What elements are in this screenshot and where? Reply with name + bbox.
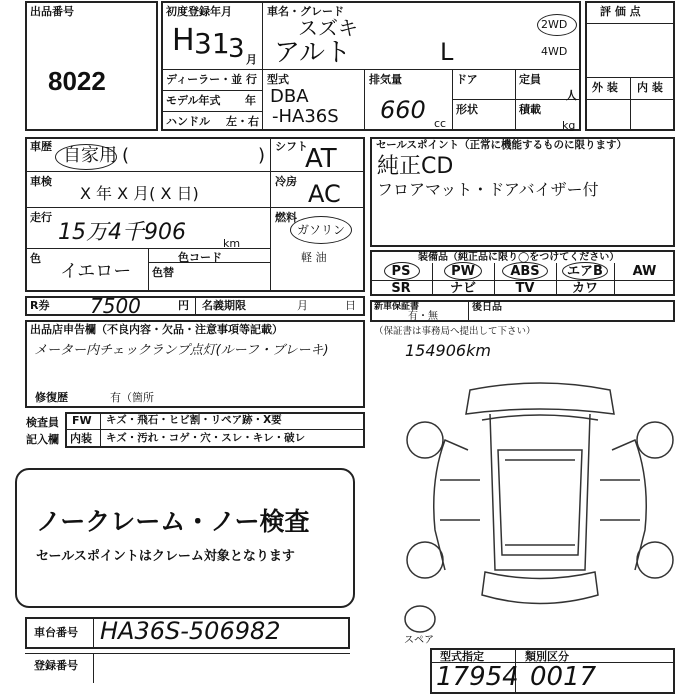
sales-point-line1: 純正CD xyxy=(377,154,454,179)
warranty-value: 有・無 xyxy=(408,311,438,322)
report-text: メーター内チェックランプ点灯(ルーフ・ブレーキ) xyxy=(34,343,329,358)
model-year-unit: 年 xyxy=(245,94,256,107)
fuel-diesel: 軽 油 xyxy=(301,251,327,264)
color-change-label: 色替 xyxy=(152,266,174,279)
shift-value: AT xyxy=(305,144,337,174)
registration-label: 初度登録年月 xyxy=(166,5,232,18)
rating-interior: 内 装 xyxy=(637,81,663,94)
equip-tv: TV xyxy=(515,281,535,296)
model-year-label: モデル年式 xyxy=(166,94,221,107)
inspection-label: 車検 xyxy=(30,175,52,188)
capacity-unit: 人 xyxy=(566,89,577,102)
warranty-after: 後日品 xyxy=(472,302,502,313)
color-code-label: 色コード xyxy=(178,251,222,264)
fuel-value: ガソリン xyxy=(297,223,346,237)
sales-point-line2: フロアマット・ドアバイザー付 xyxy=(377,180,599,199)
specs-label-2: 類別区分 xyxy=(525,650,569,663)
displacement-unit: cc xyxy=(434,117,447,130)
chassis-label: 車台番号 xyxy=(34,626,78,639)
registration-month: 3 xyxy=(228,34,245,64)
car-label: 車名・グレード xyxy=(267,5,344,18)
registration-year: 31 xyxy=(194,27,230,60)
inspector-label-2: 記入欄 xyxy=(26,433,59,446)
chassis-value: HA36S-506982 xyxy=(100,617,281,645)
handle-label: ハンドル xyxy=(166,115,210,128)
lot-number: 8022 xyxy=(48,66,106,96)
history-label: 車歴 xyxy=(30,140,52,153)
repair-value: 有（箇所 xyxy=(110,391,154,404)
equip-abs: ABS xyxy=(510,264,540,279)
displacement-value: 660 xyxy=(380,96,426,124)
term-day: 日 xyxy=(345,299,356,312)
car-grade: L xyxy=(440,38,454,66)
warranty-label: 新車保証書 xyxy=(374,302,420,312)
door-label: ドア xyxy=(456,73,478,86)
door-shape: 形状 xyxy=(456,103,478,116)
drive-2wd: 2WD xyxy=(541,18,568,31)
plate-label: 登録番号 xyxy=(34,659,78,672)
history-value: 自家用 xyxy=(63,145,117,166)
type-line2: -HA36S xyxy=(272,106,339,127)
color-value: イエロー xyxy=(60,261,132,282)
specs-value-2: 0017 xyxy=(530,662,597,692)
registration-month-unit: 月 xyxy=(246,53,257,66)
warranty-note-text: 154906km xyxy=(405,341,491,360)
equip-sr: SR xyxy=(391,281,411,296)
mileage-unit: km xyxy=(223,237,241,250)
displacement-label: 排気量 xyxy=(369,73,402,86)
inspector-row1-key: FW xyxy=(72,414,92,427)
ac-label: 冷房 xyxy=(275,175,297,188)
noclaim-panel xyxy=(15,468,355,608)
recycle-unit: 円 xyxy=(178,299,189,312)
type-label: 型式 xyxy=(267,73,289,86)
mileage-label: 走行 xyxy=(30,211,52,224)
recycle-value: 7500 xyxy=(90,294,141,318)
term-label: 名義期限 xyxy=(202,299,246,312)
drive-4wd: 4WD xyxy=(541,45,568,58)
equip-navi: ナビ xyxy=(449,281,476,296)
fuel-label: 燃料 xyxy=(275,211,297,224)
lot-label: 出品番号 xyxy=(30,5,74,18)
repair-label: 修復歴 xyxy=(35,391,68,404)
inspection-value: X 年 X 月( X 日) xyxy=(80,184,199,203)
color-label: 色 xyxy=(30,252,41,265)
load-unit: kg xyxy=(562,119,576,132)
inspector-row2-key: 内装 xyxy=(70,432,92,445)
handle-value: 左・右 xyxy=(226,115,259,128)
equip-airbag: エアB xyxy=(567,264,603,279)
equip-aw: AW xyxy=(632,264,657,279)
equipment-label: 装備品（純正品に限り◯をつけてください） xyxy=(418,252,620,263)
recycle-label: R券 xyxy=(30,299,50,312)
specs-value-1: 17954 xyxy=(436,662,519,692)
shift-label: シフト xyxy=(275,140,308,153)
inspector-row2-text: キズ・汚れ・コゲ・穴・スレ・キレ・破レ xyxy=(106,432,306,444)
report-label: 出品店申告欄（不良内容・欠品・注意事項等記載） xyxy=(30,323,283,336)
spare-label: スペア xyxy=(404,635,434,646)
ac-value: AC xyxy=(308,180,341,208)
registration-era: H xyxy=(172,23,195,58)
history-paren-close: ) xyxy=(258,145,266,166)
noclaim-title: ノークレーム・ノー検査 xyxy=(36,507,310,536)
mileage-value: 15万4千906 xyxy=(58,220,186,245)
term-month: 月 xyxy=(297,299,308,312)
equip-pw: PW xyxy=(451,264,475,279)
rating-label: 評 価 点 xyxy=(600,5,641,18)
sales-point-label: セールスポイント（正常に機能するものに限ります） xyxy=(376,139,628,151)
rating-exterior: 外 装 xyxy=(592,81,618,94)
warranty-note: （保証書は事務局へ提出して下さい） xyxy=(374,326,536,337)
car-maker: スズキ xyxy=(298,16,358,40)
type-line1: DBA xyxy=(270,86,309,107)
noclaim-sub: セールスポイントはクレーム対象となります xyxy=(36,549,295,564)
load-label: 積載 xyxy=(519,103,541,116)
car-damage-diagram xyxy=(400,380,690,620)
specs-label-1: 型式指定 xyxy=(440,650,484,663)
history-paren-open: ( xyxy=(122,145,130,166)
inspector-row1-text: キズ・飛石・ヒビ割・リペア跡・X要 xyxy=(106,414,282,426)
capacity-label: 定員 xyxy=(519,73,541,86)
equip-ps: PS xyxy=(391,264,411,279)
car-model: アルト xyxy=(274,38,351,68)
dealer-label: ディーラー・並 行 xyxy=(166,73,257,86)
spare-tire-icon xyxy=(402,604,438,634)
inspector-label-1: 検査員 xyxy=(26,416,59,429)
equip-leather: カワ xyxy=(571,281,598,296)
